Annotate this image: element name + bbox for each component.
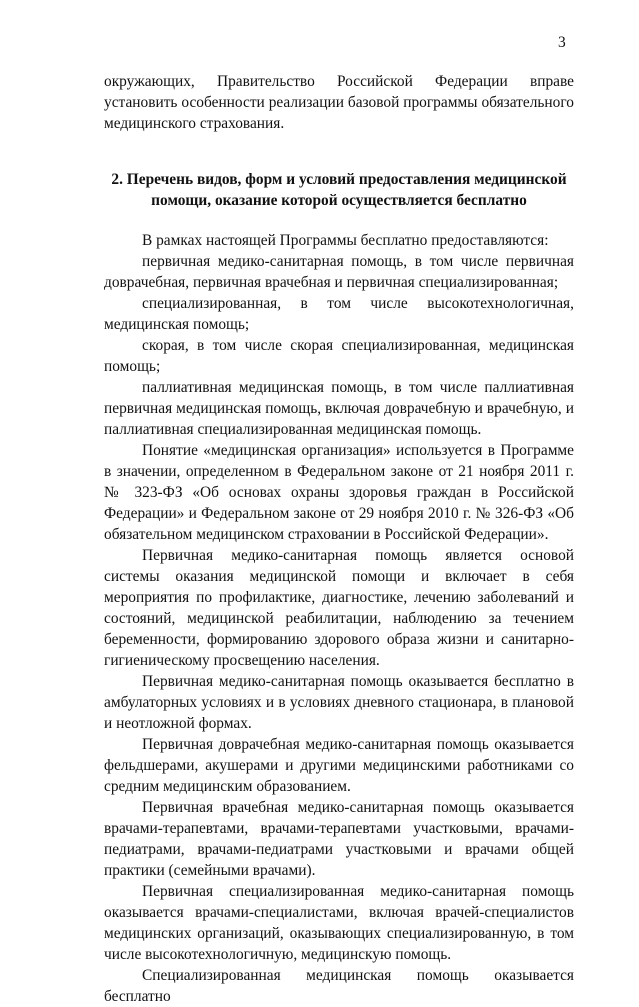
- page-body: [104, 71, 574, 1007]
- section-heading: 2. Перечень видов, форм и условий предоставления медицинской помощи, оказание которой осуществляется бесплатно: [111, 171, 567, 209]
- paragraph: Первичная медико-санитарная помощь является основой системы оказания медицинской помощи и включает в себя мероприятия по профилактике, диагностике, лечению заболеваний и состояний, медицинской реабилитации, наблюдению за течением беременности, формированию здорового образа жизни и санитарно-гигиеническому просвещению населения.: [104, 547, 574, 669]
- paragraph: специализированная, в том числе высокотехнологичная, медицинская помощь;: [104, 295, 574, 333]
- paragraph: первичная медико-санитарная помощь, в том числе первичная доврачебная, первичная врачебная и первичная специализированная;: [104, 253, 574, 291]
- paragraph: скорая, в том числе скорая специализированная, медицинская помощь;: [104, 337, 574, 375]
- paragraph: Первичная медико-санитарная помощь оказывается бесплатно в амбулаторных условиях и в условиях дневного стационара, в плановой и неотложной формах.: [104, 673, 574, 732]
- page-number: 3: [558, 34, 566, 51]
- paragraph: Специализированная медицинская помощь оказывается бесплатно: [104, 967, 574, 1005]
- paragraph: Понятие «медицинская организация» используется в Программе в значении, определенном в Федеральном законе от 21 ноября 2011 г. № 323-ФЗ «Об основах охраны здоровья граждан в Российской Федерации» и Федеральном законе от 29 ноября 2010 г. № 326-ФЗ «Об обязательном медицинском страховании в Российской Федерации».: [104, 442, 574, 543]
- paragraph: Первичная врачебная медико-санитарная помощь оказывается врачами-терапевтами, врачами-терапевтами участковыми, врачами-педиатрами, врачами-педиатрами участковыми и врачами общей практики (семейными врачами).: [104, 799, 574, 879]
- intro-paragraph: окружающих, Правительство Российской Федерации вправе установить особенности реализации базовой программы обязательного медицинского страхования.: [104, 73, 574, 132]
- paragraph: Первичная специализированная медико-санитарная помощь оказывается врачами-специалистами, включая врачей-специалистов медицинских организаций, оказывающих специализированную, в том числе высокотехнологичную, медицинскую помощь.: [104, 883, 574, 963]
- paragraph: паллиативная медицинская помощь, в том числе паллиативная первичная медицинская помощь, включая доврачебную и врачебную, и паллиативная специализированная медицинская помощь.: [104, 379, 574, 438]
- paragraph: В рамках настоящей Программы бесплатно предоставляются:: [142, 232, 549, 249]
- paragraph: Первичная доврачебная медико-санитарная помощь оказывается фельдшерами, акушерами и другими медицинскими работниками со средним медицинским образованием.: [104, 736, 574, 795]
